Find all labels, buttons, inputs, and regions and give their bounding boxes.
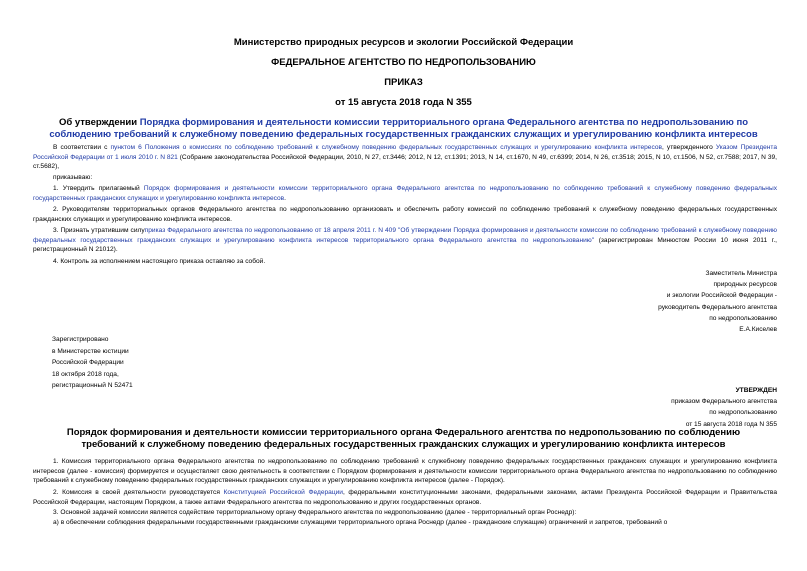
preamble-text-2: , утвержденного xyxy=(662,144,716,151)
signature-block xyxy=(577,268,777,335)
item1-end: . xyxy=(284,194,287,202)
order-item-1 xyxy=(33,184,777,203)
subject-link[interactable]: Порядка формирования и деятельности комиссии территориального органа Федерального агентства по недропользованию по соблюдению требований к служебному поведению федеральных государственных гражданских служащих и урегулированию конфликта интересов xyxy=(49,117,758,140)
item4-text: 4. Контроль за исполнением настоящего приказа оставляю за собой. xyxy=(53,258,266,265)
approval-block xyxy=(577,385,777,430)
item2-text: 2. Руководителям территориальных органов Федерального агентства по недропользованию организовать и обеспечить работу комиссий по соблюдению требований к служебному поведению федеральных государственных гражданских служащих и урегулированию конфликта интересов. xyxy=(33,206,777,223)
procedure-p2-text: 2. Комиссия в своей деятельности руководствуется xyxy=(53,489,224,496)
ministry-title: Министерство природных ресурсов и экологии Российской Федерации xyxy=(233,37,574,48)
preamble-paragraph xyxy=(33,143,777,172)
agency-title: ФЕДЕРАЛЬНОЕ АГЕНТСТВО ПО НЕДРОПОЛЬЗОВАНИЮ xyxy=(271,57,536,68)
signature-line: и экологии Российской Федерации - xyxy=(666,292,777,300)
registration-line: в Министерстве юстиции xyxy=(52,347,129,355)
ordered-line xyxy=(33,173,777,183)
preamble-text-3: (Собрание законодательства Российской Федерации, 2010, N 27, ст.3446; 2012, N 12, ст.1391; 2013, N 14, ст.1670, N 49, ст.6399; 2014, N 26, ст.3518; 2015, N 10, ст.1506, N 52, ст.7588; 2017, N 39, ст.5682), xyxy=(33,153,777,170)
procedure-p3-text: 3. Основной задачей комиссии является содействие территориальному органу Федерального агентства по недропользованию (далее - территориальный орган Роснедр): xyxy=(53,509,577,516)
signature-line: Заместитель Министра xyxy=(705,270,777,277)
signature-line: природных ресурсов xyxy=(713,281,777,289)
decree-link[interactable]: Указом Президента Российской Федерации от 1 июля 2010 г. N 821 xyxy=(33,144,778,161)
document-type: ПРИКАЗ xyxy=(384,77,423,88)
registration-line: Зарегистрировано xyxy=(52,336,109,343)
procedure-title: Порядок формирования и деятельности комиссии территориального органа Федерального агентства по недропользованию по соблюдению требований к служебному поведению федеральных государственных гражданских служащих и урегулированию конфликта интересов xyxy=(66,427,741,450)
registration-line: Российской Федерации xyxy=(52,359,124,366)
item1-text: 1. Утвердить прилагаемый xyxy=(53,185,144,192)
procedure-p1-text: 1. Комиссия территориального органа Федерального агентства по недропользованию по соблюдению требований к служебному поведению федеральных государственных гражданских служащих и урегулированию конфликта интересов (далее - комиссия) формируется и осуществляет свою деятельность в соответствии с Порядком формирования и деятельности комиссии территориального органа Федерального агентства по недропользованию по соблюдению требований к служебному поведению федеральных государственных гражданских служащих и урегулированию конфликта интересов (далее - Порядок). xyxy=(33,458,777,484)
regulation-link[interactable]: пунктом 6 Положения о комиссиях по соблюдению требований к служебному поведению федеральных государственных служащих и урегулированию конфликта интересов xyxy=(110,144,663,151)
subject-prefix: Об утверждении xyxy=(58,117,140,128)
preamble-text-1: В соответствии с xyxy=(53,144,111,151)
procedure-p2-end: , федеральными конституционными законами, федеральными законами, актами Президента Российской Федерации и Правительства Российской Федерации, настоящим Порядком, а также актами Федерального агентства по недропользованию и других государственных органов. xyxy=(33,489,778,506)
signature-line: руководитель Федерального агентства xyxy=(658,303,777,311)
order-item-2 xyxy=(33,205,777,224)
registration-block xyxy=(52,334,133,392)
procedure-paragraph-1 xyxy=(33,457,777,486)
repealed-order-link[interactable]: приказ Федерального агентства по недропользованию от 18 апреля 2011 г. N 409 "Об утверждении Порядка формирования и деятельности комиссии по соблюдению требований к служебному поведению федеральных государственных гражданских служащих и урегулированию конфликта интересов территориального органа Федерального агентства по недропользованию" xyxy=(33,227,777,244)
procedure-p3a-text: а) в обеспечении соблюдения федеральными государственными гражданскими служащими территориального органа Роснедр (далее - гражданские служащие) ограничений и запретов, требований о xyxy=(53,519,668,526)
procedure-paragraph-3a xyxy=(33,518,777,528)
approval-line: по недропользованию xyxy=(709,409,777,417)
approved-label: УТВЕРЖДЕН xyxy=(735,387,777,394)
procedure-paragraph-3 xyxy=(33,508,777,518)
procedure-link[interactable]: Порядок формирования и деятельности комиссии территориального органа Федерального агентства по недропользованию по соблюдению требований к служебному поведению федеральных государственных гражданских служащих и урегулированию конфликта интересов xyxy=(33,185,777,202)
ordered-text: приказываю: xyxy=(53,174,93,181)
order-subject xyxy=(40,117,767,141)
item3-text: 3. Признать утратившим силу xyxy=(53,227,145,234)
signature-line: по недропользованию xyxy=(709,314,777,322)
order-date-number: от 15 августа 2018 года N 355 xyxy=(335,97,472,108)
constitution-link[interactable]: Конституцией Российской Федерации xyxy=(223,489,343,496)
procedure-paragraph-2 xyxy=(33,488,777,507)
registration-line: регистрационный N 52471 xyxy=(52,382,133,389)
order-item-3 xyxy=(33,226,777,255)
item3-end: (зарегистрирован Минюстом России 10 июня 2011 г., регистрационный N 21012). xyxy=(33,236,777,253)
approval-line: приказом Федерального агентства xyxy=(671,398,777,406)
signatory-name: Е.А.Киселев xyxy=(739,326,777,334)
registration-line: 18 октября 2018 года, xyxy=(52,370,119,378)
approval-line: от 15 августа 2018 года N 355 xyxy=(685,420,777,428)
order-item-4 xyxy=(33,257,777,267)
